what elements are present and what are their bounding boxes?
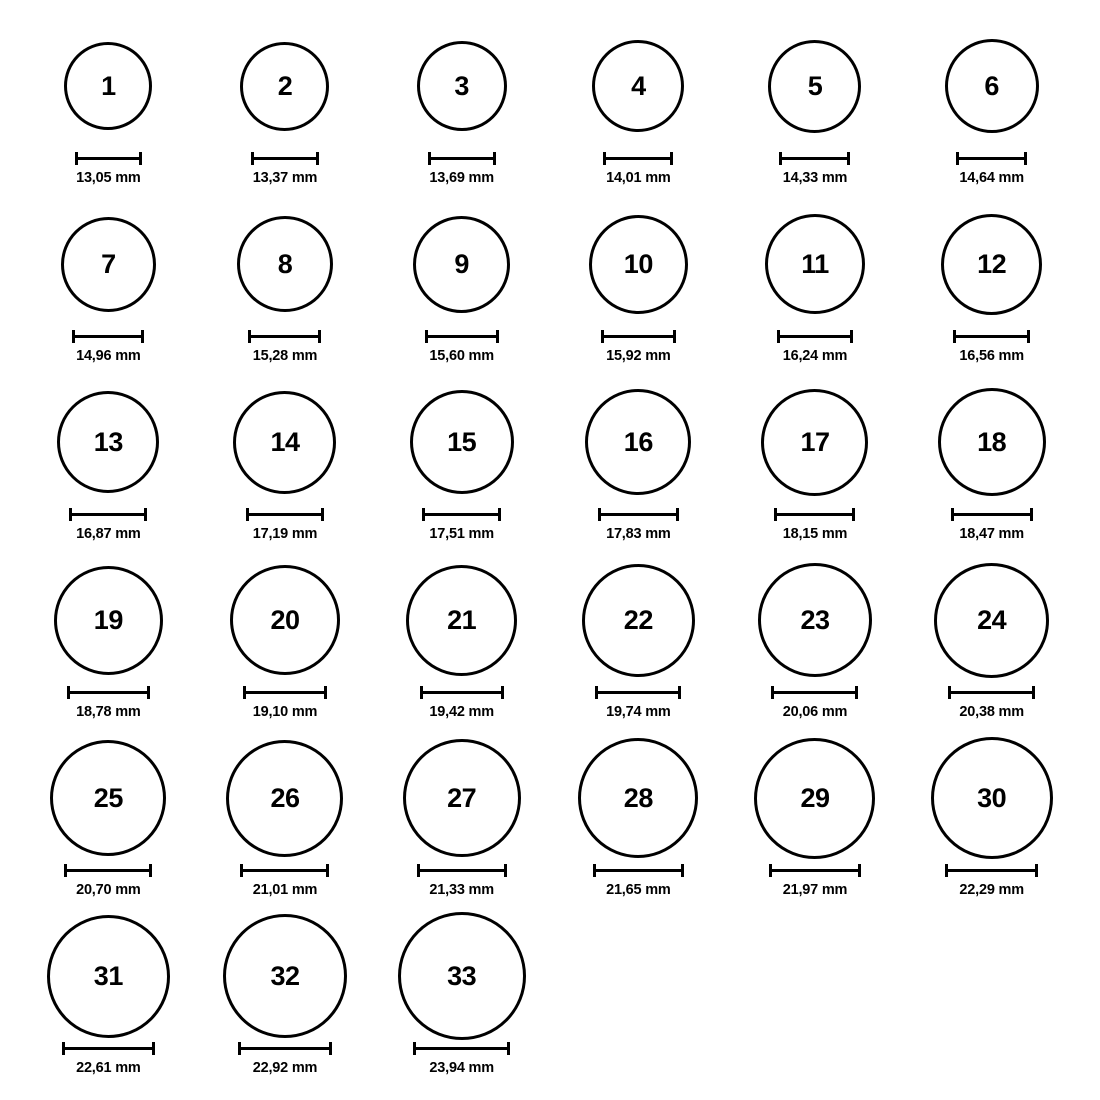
- ring-diameter-label: 14,64 mm: [959, 170, 1024, 186]
- diameter-caliper-icon: [945, 864, 1038, 876]
- ring-size-number: 12: [977, 248, 1007, 279]
- ring-size-number: 5: [807, 70, 823, 101]
- caliper-tick-left: [425, 330, 428, 343]
- caliper-tick-left: [243, 686, 246, 699]
- ring-size-number: 15: [447, 426, 477, 457]
- caliper-tick-left: [956, 152, 959, 165]
- ring-diameter-label: 22,92 mm: [252, 1060, 318, 1076]
- ring-size-cell[interactable]: [20, 912, 197, 1090]
- caliper-bar: [945, 869, 1038, 872]
- ring-circle: [758, 563, 872, 677]
- ring-diameter-label: 15,60 mm: [429, 348, 494, 364]
- ring-size-number: 29: [800, 782, 830, 813]
- ring-size-number: 16: [623, 426, 653, 457]
- ring-size-cell[interactable]: [20, 556, 197, 734]
- ring-circle: [50, 740, 166, 856]
- ring-size-cell[interactable]: [903, 734, 1080, 912]
- caliper-tick-right: [316, 152, 319, 165]
- ring-circle-wrap: [945, 22, 1039, 150]
- diameter-caliper-icon: [420, 686, 504, 698]
- caliper-tick-right: [147, 686, 150, 699]
- caliper-tick-right: [493, 152, 496, 165]
- caliper-tick-left: [420, 686, 423, 699]
- ring-diameter-label: 20,38 mm: [959, 704, 1024, 720]
- ring-size-number: 31: [93, 960, 123, 991]
- ring-circle-wrap: [582, 556, 695, 684]
- caliper-tick-left: [779, 152, 782, 165]
- ring-circle: [761, 389, 868, 496]
- ring-circle: [403, 739, 521, 857]
- ring-circle: [413, 216, 510, 313]
- ring-circle: [941, 214, 1042, 315]
- diameter-caliper-icon: [69, 508, 147, 520]
- ring-circle-wrap: [230, 556, 340, 684]
- ring-circle: [938, 388, 1046, 496]
- ring-diameter-label: 14,01 mm: [606, 170, 671, 186]
- caliper-bar: [951, 513, 1033, 516]
- ring-circle: [578, 738, 698, 858]
- ring-size-number: 17: [800, 426, 830, 457]
- ring-circle-wrap: [761, 378, 868, 506]
- ring-circle: [592, 40, 684, 132]
- caliper-tick-left: [774, 508, 777, 521]
- ring-circle-wrap: [417, 22, 507, 150]
- ring-size-number: 6: [984, 70, 999, 101]
- ring-size-number: 30: [977, 782, 1007, 813]
- ring-size-cell[interactable]: [197, 200, 374, 378]
- ring-size-number: 24: [977, 604, 1007, 635]
- caliper-bar: [603, 157, 673, 160]
- caliper-bar: [422, 513, 501, 516]
- caliper-tick-left: [598, 508, 601, 521]
- caliper-bar: [246, 513, 324, 516]
- ring-size-number: 4: [631, 70, 646, 101]
- caliper-bar: [240, 869, 329, 872]
- ring-circle: [230, 565, 340, 675]
- caliper-tick-right: [496, 330, 499, 343]
- ring-size-number: 21: [447, 604, 477, 635]
- ring-circle-wrap: [57, 378, 159, 506]
- ring-circle-wrap: [406, 556, 517, 684]
- diameter-caliper-icon: [417, 864, 507, 876]
- diameter-caliper-icon: [774, 508, 855, 520]
- ring-size-cell[interactable]: [20, 734, 197, 912]
- ring-diameter-label: 20,70 mm: [76, 882, 141, 898]
- ring-size-cell[interactable]: [903, 378, 1080, 556]
- diameter-caliper-icon: [948, 686, 1035, 698]
- diameter-caliper-icon: [62, 1042, 155, 1054]
- ring-size-cell[interactable]: [197, 378, 374, 556]
- ring-size-number: 10: [623, 248, 653, 279]
- ring-circle: [765, 214, 865, 314]
- ring-size-number: 33: [447, 960, 477, 991]
- ring-circle-wrap: [589, 200, 688, 328]
- caliper-bar: [75, 157, 142, 160]
- ring-circle-wrap: [403, 734, 521, 862]
- caliper-tick-left: [601, 330, 604, 343]
- caliper-bar: [771, 691, 858, 694]
- diameter-caliper-icon: [422, 508, 501, 520]
- ring-circle: [945, 39, 1039, 133]
- caliper-tick-right: [507, 1042, 510, 1055]
- ring-size-cell[interactable]: [20, 200, 197, 378]
- caliper-bar: [595, 691, 681, 694]
- caliper-tick-left: [248, 330, 251, 343]
- ring-circle: [61, 217, 156, 312]
- diameter-caliper-icon: [777, 330, 853, 342]
- caliper-bar: [69, 513, 147, 516]
- ring-circle: [406, 565, 517, 676]
- ring-circle-wrap: [410, 378, 514, 506]
- ring-size-number: 27: [447, 782, 477, 813]
- ring-diameter-label: 21,01 mm: [252, 882, 318, 898]
- ring-size-cell[interactable]: [550, 556, 727, 734]
- ring-circle-wrap: [61, 200, 156, 328]
- ring-size-number: 28: [623, 782, 653, 813]
- caliper-bar: [243, 691, 327, 694]
- ring-diameter-label: 21,33 mm: [429, 882, 494, 898]
- ring-circle-wrap: [765, 200, 865, 328]
- caliper-tick-right: [1030, 508, 1033, 521]
- caliper-bar: [248, 335, 321, 338]
- ring-size-cell[interactable]: [727, 22, 904, 200]
- ring-size-number: 18: [977, 426, 1007, 457]
- ring-size-number: 1: [101, 70, 116, 101]
- caliper-tick-left: [251, 152, 254, 165]
- ring-circle: [398, 912, 526, 1040]
- caliper-bar: [774, 513, 855, 516]
- ring-circle-wrap: [754, 734, 875, 862]
- caliper-tick-right: [139, 152, 142, 165]
- ring-circle: [226, 740, 343, 857]
- ring-diameter-label: 18,47 mm: [959, 526, 1024, 542]
- ring-diameter-label: 22,61 mm: [76, 1060, 141, 1076]
- ring-diameter-label: 14,96 mm: [76, 348, 141, 364]
- ring-circle: [582, 564, 695, 677]
- diameter-caliper-icon: [953, 330, 1030, 342]
- caliper-tick-left: [945, 864, 948, 877]
- diameter-caliper-icon: [595, 686, 681, 698]
- caliper-tick-left: [64, 864, 67, 877]
- caliper-tick-right: [501, 686, 504, 699]
- caliper-tick-left: [603, 152, 606, 165]
- ring-size-cell[interactable]: [373, 22, 550, 200]
- caliper-tick-left: [72, 330, 75, 343]
- ring-circle: [64, 42, 152, 130]
- ring-size-number: 8: [277, 248, 293, 279]
- ring-diameter-label: 19,10 mm: [252, 704, 318, 720]
- ring-circle-wrap: [413, 200, 510, 328]
- caliper-bar: [67, 691, 150, 694]
- ring-diameter-label: 17,83 mm: [606, 526, 671, 542]
- caliper-tick-left: [246, 508, 249, 521]
- caliper-bar: [425, 335, 499, 338]
- ring-size-cell[interactable]: [550, 200, 727, 378]
- caliper-tick-right: [152, 1042, 155, 1055]
- caliper-tick-left: [593, 864, 596, 877]
- ring-size-number: 14: [270, 426, 300, 457]
- ring-diameter-label: 16,24 mm: [782, 348, 848, 364]
- caliper-bar: [598, 513, 679, 516]
- ring-circle-wrap: [240, 22, 329, 150]
- diameter-caliper-icon: [246, 508, 324, 520]
- ring-diameter-label: 21,97 mm: [782, 882, 848, 898]
- caliper-tick-left: [417, 864, 420, 877]
- caliper-tick-right: [144, 508, 147, 521]
- diameter-caliper-icon: [769, 864, 861, 876]
- ring-size-cell[interactable]: [903, 200, 1080, 378]
- ring-size-number: 13: [93, 426, 123, 457]
- caliper-tick-right: [149, 864, 152, 877]
- ring-circle-wrap: [578, 734, 698, 862]
- ring-size-grid: [20, 22, 1080, 1090]
- caliper-tick-right: [498, 508, 501, 521]
- caliper-tick-right: [858, 864, 861, 877]
- ring-size-cell[interactable]: [373, 378, 550, 556]
- ring-size-number: 9: [454, 248, 469, 279]
- caliper-tick-right: [1027, 330, 1030, 343]
- ring-circle-wrap: [47, 912, 170, 1040]
- ring-circle-wrap: [931, 734, 1053, 862]
- ring-diameter-label: 17,19 mm: [252, 526, 318, 542]
- ring-circle: [223, 914, 347, 1038]
- caliper-tick-left: [595, 686, 598, 699]
- caliper-tick-left: [777, 330, 780, 343]
- ring-size-cell[interactable]: [20, 378, 197, 556]
- ring-circle-wrap: [223, 912, 347, 1040]
- ring-diameter-label: 13,69 mm: [429, 170, 494, 186]
- diameter-caliper-icon: [243, 686, 327, 698]
- ring-diameter-label: 13,37 mm: [252, 170, 318, 186]
- caliper-tick-right: [326, 864, 329, 877]
- ring-size-cell[interactable]: [550, 22, 727, 200]
- caliper-bar: [62, 1047, 155, 1050]
- ring-size-number: 20: [270, 604, 300, 635]
- caliper-tick-left: [769, 864, 772, 877]
- ring-circle: [585, 389, 691, 495]
- caliper-tick-right: [321, 508, 324, 521]
- diameter-caliper-icon: [779, 152, 850, 164]
- caliper-tick-left: [75, 152, 78, 165]
- caliper-tick-left: [422, 508, 425, 521]
- ring-diameter-label: 19,42 mm: [429, 704, 494, 720]
- caliper-tick-left: [948, 686, 951, 699]
- caliper-tick-right: [329, 1042, 332, 1055]
- ring-size-number: 7: [101, 248, 116, 279]
- caliper-bar: [420, 691, 504, 694]
- ring-circle-wrap: [592, 22, 684, 150]
- ring-circle: [233, 391, 336, 494]
- ring-size-cell[interactable]: [550, 734, 727, 912]
- ring-size-cell[interactable]: [197, 22, 374, 200]
- ring-size-cell[interactable]: [373, 556, 550, 734]
- caliper-bar: [777, 335, 853, 338]
- caliper-tick-left: [771, 686, 774, 699]
- ring-size-cell[interactable]: [20, 22, 197, 200]
- ring-size-cell[interactable]: [727, 734, 904, 912]
- ring-circle-wrap: [50, 734, 166, 862]
- caliper-tick-right: [678, 686, 681, 699]
- caliper-bar: [956, 157, 1027, 160]
- diameter-caliper-icon: [771, 686, 858, 698]
- caliper-bar: [428, 157, 496, 160]
- ring-size-cell[interactable]: [727, 378, 904, 556]
- caliper-bar: [948, 691, 1035, 694]
- ring-size-cell[interactable]: [373, 912, 550, 1090]
- ring-size-cell[interactable]: [197, 556, 374, 734]
- caliper-tick-right: [850, 330, 853, 343]
- ring-diameter-label: 16,56 mm: [959, 348, 1024, 364]
- ring-size-cell[interactable]: [903, 556, 1080, 734]
- diameter-caliper-icon: [67, 686, 150, 698]
- caliper-tick-right: [852, 508, 855, 521]
- diameter-caliper-icon: [601, 330, 676, 342]
- ring-circle: [754, 738, 875, 859]
- ring-size-cell[interactable]: [727, 200, 904, 378]
- caliper-tick-right: [1035, 864, 1038, 877]
- ring-circle-wrap: [237, 200, 333, 328]
- caliper-bar: [953, 335, 1030, 338]
- ring-circle-wrap: [938, 378, 1046, 506]
- ring-circle: [768, 40, 861, 133]
- diameter-caliper-icon: [428, 152, 496, 164]
- ring-diameter-label: 13,05 mm: [76, 170, 141, 186]
- diameter-caliper-icon: [956, 152, 1027, 164]
- diameter-caliper-icon: [598, 508, 679, 520]
- ring-circle-wrap: [941, 200, 1042, 328]
- ring-size-cell[interactable]: [197, 912, 374, 1090]
- ring-circle: [237, 216, 333, 312]
- ring-circle: [54, 566, 163, 675]
- diameter-caliper-icon: [593, 864, 684, 876]
- caliper-tick-right: [670, 152, 673, 165]
- ring-diameter-label: 22,29 mm: [959, 882, 1024, 898]
- ring-circle: [589, 215, 688, 314]
- ring-circle-wrap: [398, 912, 526, 1040]
- ring-size-number: 23: [800, 604, 830, 635]
- caliper-tick-left: [69, 508, 72, 521]
- caliper-tick-right: [676, 508, 679, 521]
- ring-diameter-label: 15,92 mm: [606, 348, 671, 364]
- ring-diameter-label: 20,06 mm: [782, 704, 848, 720]
- ring-circle: [934, 563, 1049, 678]
- caliper-tick-right: [324, 686, 327, 699]
- caliper-tick-left: [238, 1042, 241, 1055]
- ring-diameter-label: 19,74 mm: [606, 704, 671, 720]
- caliper-tick-left: [67, 686, 70, 699]
- ring-size-cell[interactable]: [373, 200, 550, 378]
- diameter-caliper-icon: [238, 1042, 332, 1054]
- diameter-caliper-icon: [413, 1042, 510, 1054]
- ring-circle-wrap: [233, 378, 336, 506]
- caliper-tick-left: [951, 508, 954, 521]
- ring-size-cell[interactable]: [373, 734, 550, 912]
- ring-size-cell[interactable]: [197, 734, 374, 912]
- ring-size-number: 2: [277, 70, 293, 101]
- caliper-tick-right: [1032, 686, 1035, 699]
- caliper-tick-left: [240, 864, 243, 877]
- ring-circle: [417, 41, 507, 131]
- ring-circle-wrap: [934, 556, 1049, 684]
- diameter-caliper-icon: [951, 508, 1033, 520]
- caliper-bar: [72, 335, 144, 338]
- ring-size-number: 25: [93, 782, 123, 813]
- caliper-tick-right: [1024, 152, 1027, 165]
- diameter-caliper-icon: [425, 330, 499, 342]
- caliper-tick-right: [318, 330, 321, 343]
- diameter-caliper-icon: [248, 330, 321, 342]
- ring-diameter-label: 14,33 mm: [782, 170, 848, 186]
- ring-circle-wrap: [768, 22, 861, 150]
- ring-size-number: 11: [801, 248, 829, 279]
- diameter-caliper-icon: [251, 152, 319, 164]
- diameter-caliper-icon: [64, 864, 152, 876]
- ring-size-number: 26: [270, 782, 300, 813]
- diameter-caliper-icon: [72, 330, 144, 342]
- caliper-bar: [251, 157, 319, 160]
- caliper-tick-left: [62, 1042, 65, 1055]
- ring-circle: [57, 391, 159, 493]
- diameter-caliper-icon: [603, 152, 673, 164]
- caliper-tick-right: [504, 864, 507, 877]
- diameter-caliper-icon: [75, 152, 142, 164]
- ring-circle: [931, 737, 1053, 859]
- ring-circle: [410, 390, 514, 494]
- caliper-bar: [413, 1047, 510, 1050]
- ring-circle-wrap: [54, 556, 163, 684]
- ring-circle: [240, 42, 329, 131]
- ring-diameter-label: 18,15 mm: [782, 526, 848, 542]
- caliper-tick-left: [413, 1042, 416, 1055]
- ring-diameter-label: 23,94 mm: [429, 1060, 494, 1076]
- ring-diameter-label: 17,51 mm: [429, 526, 494, 542]
- ring-circle-wrap: [585, 378, 691, 506]
- caliper-bar: [238, 1047, 332, 1050]
- ring-diameter-label: 18,78 mm: [76, 704, 141, 720]
- ring-size-number: 19: [93, 604, 123, 635]
- caliper-bar: [779, 157, 850, 160]
- ring-diameter-label: 21,65 mm: [606, 882, 671, 898]
- caliper-bar: [417, 869, 507, 872]
- ring-size-number: 32: [270, 960, 300, 991]
- caliper-tick-right: [847, 152, 850, 165]
- caliper-bar: [769, 869, 861, 872]
- caliper-bar: [601, 335, 676, 338]
- ring-size-number: 22: [623, 604, 653, 635]
- ring-diameter-label: 15,28 mm: [252, 348, 318, 364]
- ring-size-number: 3: [454, 70, 469, 101]
- ring-size-cell[interactable]: [550, 378, 727, 556]
- ring-circle-wrap: [64, 22, 152, 150]
- caliper-tick-left: [953, 330, 956, 343]
- ring-circle-wrap: [226, 734, 343, 862]
- ring-circle: [47, 915, 170, 1038]
- caliper-bar: [593, 869, 684, 872]
- ring-size-cell[interactable]: [903, 22, 1080, 200]
- diameter-caliper-icon: [240, 864, 329, 876]
- caliper-bar: [64, 869, 152, 872]
- caliper-tick-right: [855, 686, 858, 699]
- ring-circle-wrap: [758, 556, 872, 684]
- caliper-tick-right: [673, 330, 676, 343]
- ring-size-cell[interactable]: [727, 556, 904, 734]
- ring-diameter-label: 16,87 mm: [76, 526, 141, 542]
- caliper-tick-right: [141, 330, 144, 343]
- caliper-tick-right: [681, 864, 684, 877]
- caliper-tick-left: [428, 152, 431, 165]
